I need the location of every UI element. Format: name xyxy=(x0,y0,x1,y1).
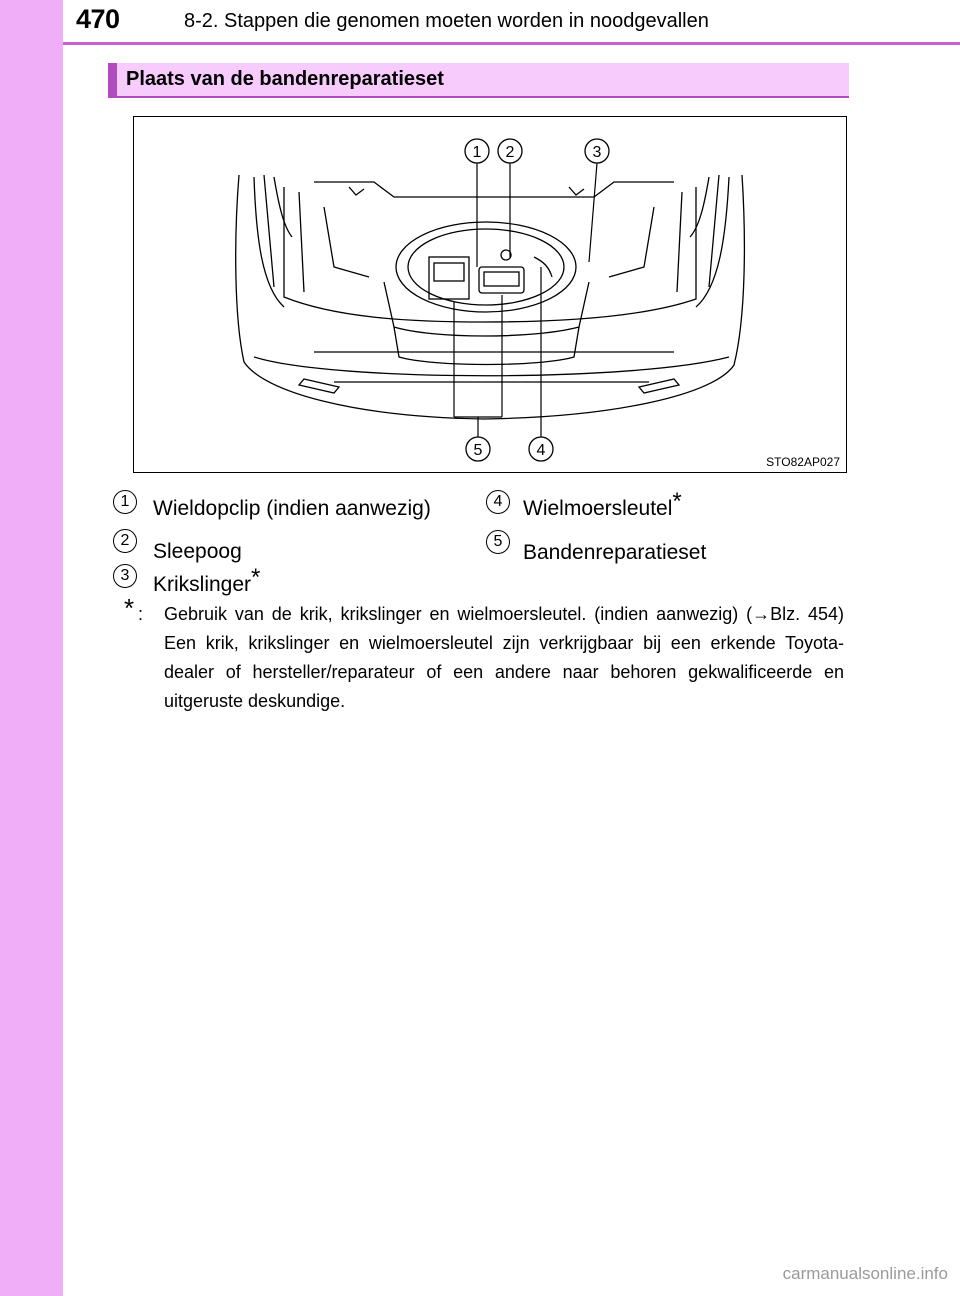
legend-text: Wielmoersleutel xyxy=(523,497,673,520)
legend-text: Sleepoog xyxy=(153,540,242,563)
legend-label xyxy=(153,488,431,521)
callout-5: 5 xyxy=(473,442,483,459)
callout-1: 1 xyxy=(472,144,482,161)
legend-number-badge: 4 xyxy=(486,490,510,514)
chapter-title: 8-2. Stappen die genomen moeten worden in noodgevallen xyxy=(184,10,709,32)
legend-label xyxy=(523,488,682,521)
legend-label xyxy=(153,531,242,564)
footnote-separator: : xyxy=(138,604,144,624)
legend-number-badge: 3 xyxy=(113,564,137,588)
callout-3: 3 xyxy=(592,144,602,161)
trunk-drawing xyxy=(134,117,848,474)
legend-asterisk: * xyxy=(672,488,682,515)
callout-4: 4 xyxy=(536,442,546,459)
watermark: carmanualsonline.info xyxy=(782,1264,948,1283)
figure-code: STO82AP027 xyxy=(766,455,840,469)
legend-label xyxy=(153,564,260,597)
legend-number-badge: 1 xyxy=(113,490,137,514)
callout-2: 2 xyxy=(505,144,515,161)
footnote-text: Gebruik van de krik, krikslinger en wielmoersleutel. (indien aanwezig) (→Blz. 454) Een krik, krikslinger en wielmoersleutel zijn verkrijgbaar bij een erkende Toyota-dealer of hersteller/reparateur of een andere naar behoren gekwalificeerde en uitgeruste deskundige. xyxy=(164,604,844,711)
header-divider xyxy=(63,42,960,45)
legend-asterisk: * xyxy=(251,564,261,591)
trunk-illustration xyxy=(133,116,847,473)
page-number: 470 xyxy=(76,4,120,34)
legend-text: Bandenreparatieset xyxy=(523,541,707,564)
legend-label xyxy=(523,532,706,565)
legend-text: Wieldopclip (indien aanwezig) xyxy=(153,497,431,520)
section-heading-text: Plaats van de bandenreparatieset xyxy=(126,68,444,90)
legend-text: Krikslinger xyxy=(153,573,252,596)
section-heading xyxy=(108,63,849,98)
legend-number-badge: 2 xyxy=(113,529,137,553)
side-tab-bar xyxy=(0,0,63,1296)
footnote-asterisk: * xyxy=(124,593,135,623)
legend-number-badge: 5 xyxy=(486,530,510,554)
